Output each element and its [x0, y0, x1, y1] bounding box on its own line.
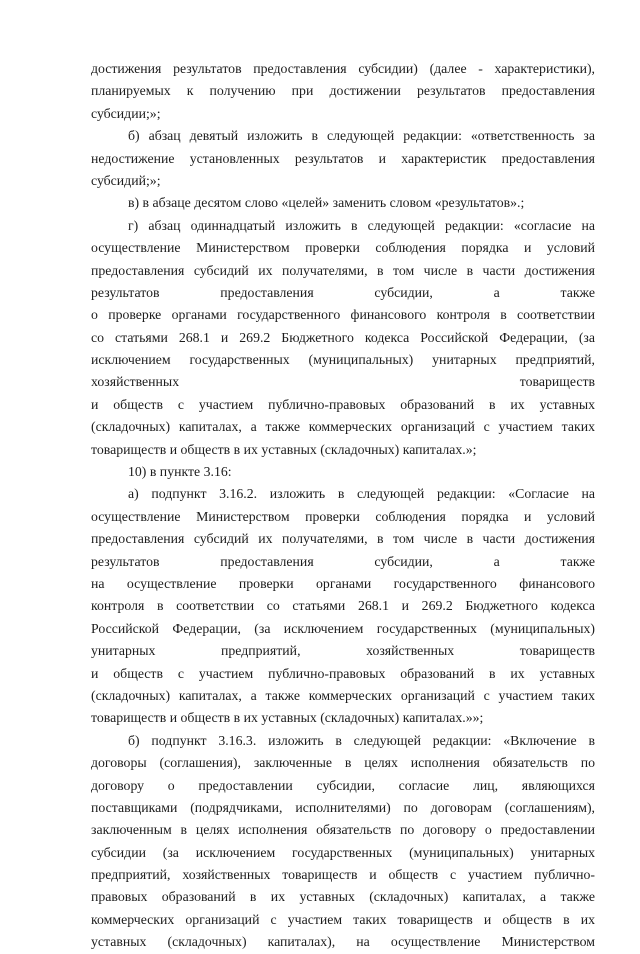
- text-line: субсидии (за исключением государственных (муниципальных) унитарных: [91, 844, 595, 860]
- text-line: б) абзац девятый изложить в следующей редакции: «ответственность за: [128, 128, 595, 144]
- text-line: осуществление Министерством проверки соблюдения порядка и условий: [91, 240, 595, 256]
- text-line: (складочных) капиталах, а также коммерческих организаций с участием таких: [91, 419, 595, 435]
- text-line: в) в абзаце десятом слово «целей» заменить словом «результатов».;: [128, 195, 525, 211]
- text-line: договоры (соглашения), заключенные в целях исполнения обязательств по: [91, 755, 595, 771]
- text-line: и обществ с участием публично-правовых образований в их уставных: [91, 396, 595, 412]
- text-line: со статьями 268.1 и 269.2 Бюджетного кодекса Российской Федерации, (за: [91, 329, 595, 345]
- text-line: уставных (складочных) капиталах), на осуществление Министерством: [91, 934, 595, 950]
- text-line: осуществление Министерством проверки соблюдения порядка и условий: [91, 508, 595, 524]
- text-line: б) подпункт 3.16.3. изложить в следующей редакции: «Включение в: [128, 732, 595, 748]
- text-line: предоставления субсидий их получателями, в том числе в части достижения: [91, 262, 595, 278]
- text-line: исключением государственных (муниципальных) унитарных предприятий,: [91, 352, 595, 368]
- text-line: унитарных предприятий, хозяйственных товариществ: [91, 643, 595, 659]
- text-line: субсидий;»;: [91, 172, 161, 188]
- text-line: заключенным в целях исполнения обязательств по договору о предоставлении: [91, 822, 595, 838]
- text-line: а) подпункт 3.16.2. изложить в следующей редакции: «Согласие на: [128, 486, 595, 502]
- text-line: и обществ с участием публично-правовых образований в их уставных: [91, 665, 595, 681]
- text-line: предприятий, хозяйственных товариществ и обществ с участием публично-: [91, 867, 595, 883]
- document-page: [91, 58, 595, 954]
- text-line: контроля в соответствии со статьями 268.1 и 269.2 Бюджетного кодекса: [91, 598, 595, 614]
- text-line: результатов предоставления субсидии, а также: [91, 553, 595, 569]
- text-line: 10) в пункте 3.16:: [128, 464, 232, 480]
- text-line: договору о предоставлении субсидии, согласие лиц, являющихся: [91, 777, 595, 793]
- text-line: Российской Федерации, (за исключением государственных (муниципальных): [91, 620, 595, 636]
- text-line: г) абзац одиннадцатый изложить в следующей редакции: «согласие на: [128, 217, 595, 233]
- text-line: коммерческих организаций с участием таких товариществ и обществ в их: [91, 911, 595, 927]
- text-line: планируемых к получению при достижении результатов предоставления: [91, 83, 595, 99]
- text-line: (складочных) капиталах, а также коммерческих организаций с участием таких: [91, 687, 595, 703]
- text-line: поставщиками (подрядчиками, исполнителями) по договорам (соглашениям),: [91, 799, 595, 815]
- text-line: субсидии;»;: [91, 105, 161, 121]
- text-line: предоставления субсидий их получателями, в том числе в части достижения: [91, 531, 595, 547]
- text-line: недостижение установленных результатов и характеристик предоставления: [91, 150, 595, 166]
- text-line: на осуществление проверки органами государственного финансового: [91, 575, 595, 591]
- text-line: о проверке органами государственного финансового контроля в соответствии: [91, 307, 595, 323]
- text-line: достижения результатов предоставления субсидии) (далее - характеристики),: [91, 61, 595, 76]
- text-line: товариществ и обществ в их уставных (складочных) капиталах.»»;: [91, 710, 484, 726]
- text-line: правовых образований в их уставных (складочных) капиталах, а также: [91, 889, 595, 905]
- text-line: результатов предоставления субсидии, а также: [91, 284, 595, 300]
- text-line: хозяйственных товариществ: [91, 374, 595, 390]
- text-line: товариществ и обществ в их уставных (складочных) капиталах.»;: [91, 441, 477, 457]
